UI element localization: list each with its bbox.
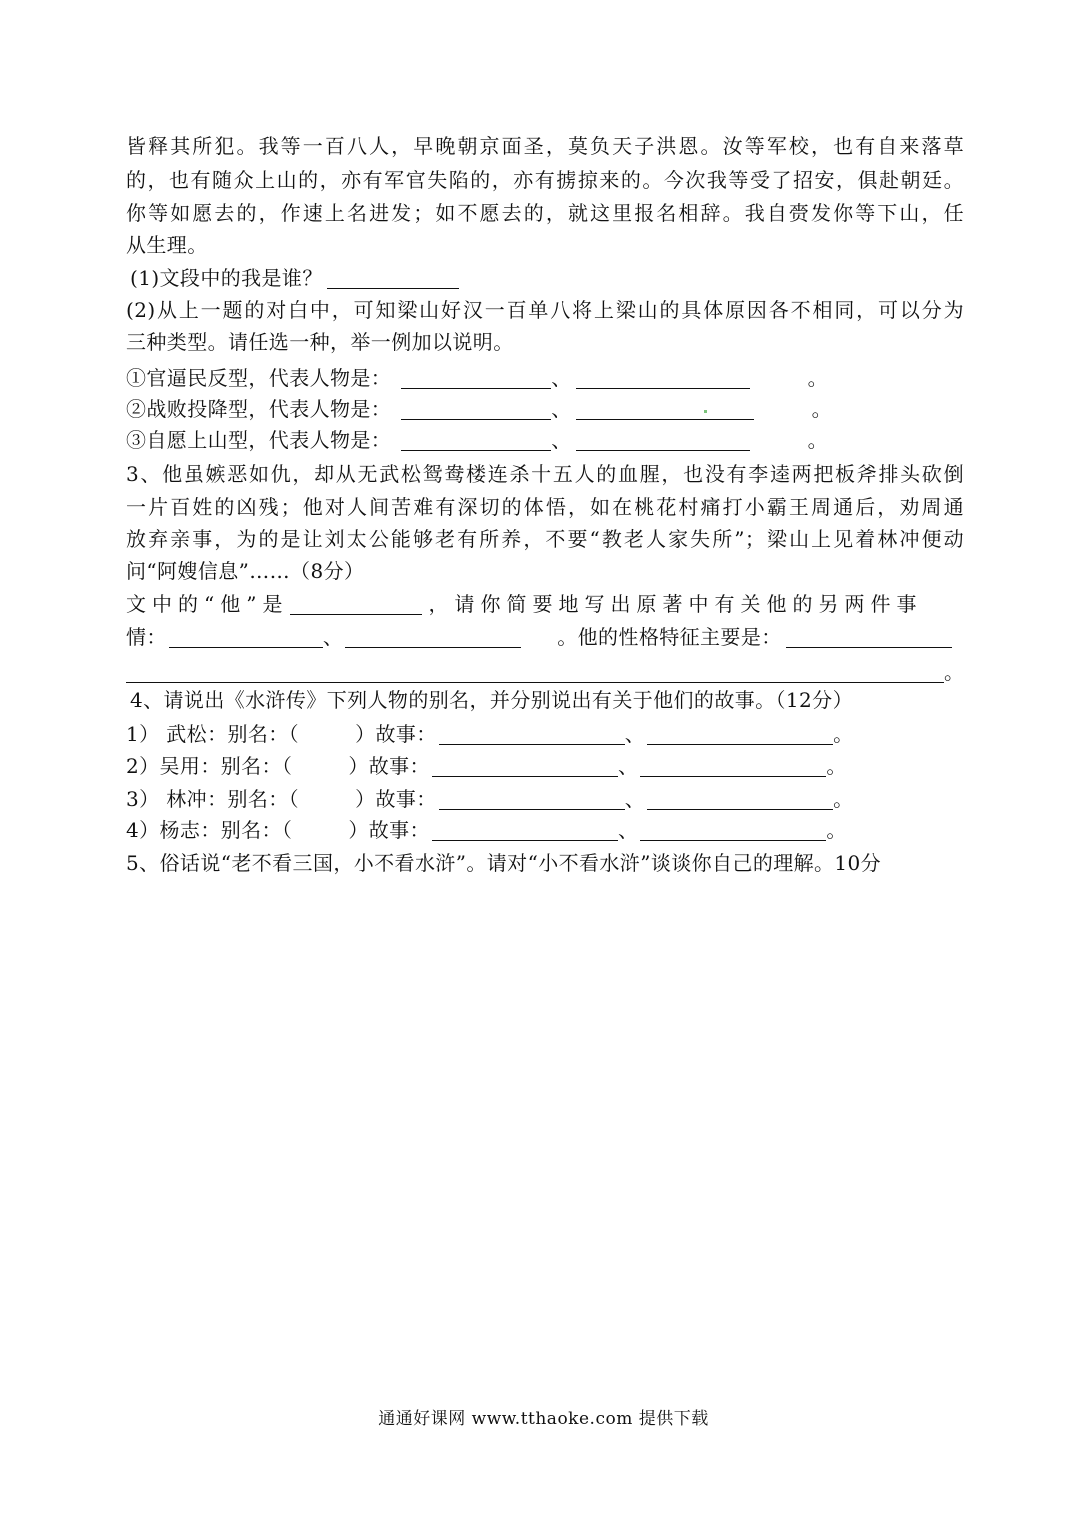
type-label: ③自愿上山型，代表人物是： bbox=[126, 428, 392, 452]
question-2-1 bbox=[130, 262, 459, 294]
question-3-line-2: 一片百姓的凶残；他对人间苦难有深切的体悟，如在桃花村痛打小霸王周通后，劝周通 bbox=[126, 495, 964, 519]
story-label: ）故事： bbox=[348, 754, 430, 778]
type-row-2 bbox=[126, 393, 832, 425]
ask-text: ，请你简要地写出原著中有关他的另两件事 bbox=[428, 592, 923, 616]
alias-label: 别名：（ bbox=[227, 722, 300, 746]
passage-line-1: 皆释其所犯。我等一百八人，早晚朝京面圣，莫负天子洪恩。汝等军校，也有自来落草 bbox=[126, 134, 964, 158]
answer-blank[interactable] bbox=[576, 364, 750, 389]
answer-blank[interactable] bbox=[576, 395, 754, 420]
type-label: ①官逼民反型，代表人物是： bbox=[126, 366, 392, 390]
question-4-title: 4、请说出《水浒传》下列人物的别名，并分别说出有关于他们的故事。（12分） bbox=[130, 688, 853, 712]
question-3-line-3: 放弃亲事，为的是让刘太公能够老有所养，不要“教老人家失所”；梁山上见着林冲便动 bbox=[126, 527, 964, 551]
passage-line-2: 的，也有随众上山的，亦有军官失陷的，亦有掳掠来的。今次我等受了招安，俱赴朝廷。 bbox=[126, 168, 964, 192]
answer-blank[interactable] bbox=[401, 364, 551, 389]
passage-line-3: 你等如愿去的，作速上名进发；如不愿去的，就这里报名相辞。我自赍发你等下山，任 bbox=[126, 201, 964, 225]
alias-label: 别名：（ bbox=[220, 818, 293, 842]
separator: 、 bbox=[551, 428, 572, 452]
story-label: ）故事： bbox=[348, 818, 430, 842]
question-4-item-1 bbox=[126, 718, 854, 750]
separator: 、 bbox=[551, 366, 572, 390]
answer-blank[interactable] bbox=[647, 720, 833, 745]
separator: 、 bbox=[624, 787, 646, 811]
period: 。 bbox=[944, 660, 965, 684]
separator: 、 bbox=[322, 625, 344, 649]
separator: 、 bbox=[624, 722, 646, 746]
answer-blank[interactable] bbox=[401, 395, 551, 420]
item-number: 2）吴用： bbox=[126, 754, 221, 778]
answer-blank[interactable] bbox=[576, 426, 750, 451]
separator: 、 bbox=[617, 818, 639, 842]
answer-blank-event-2[interactable] bbox=[345, 623, 521, 648]
answer-blank[interactable] bbox=[647, 785, 833, 810]
ask-text: 。他的性格特征主要是： bbox=[557, 625, 782, 649]
period: 。 bbox=[826, 818, 847, 842]
footer-source: 通通好课网 www.tthaoke.com 提供下载 bbox=[378, 1409, 709, 1429]
question-4-item-3 bbox=[126, 783, 854, 815]
answer-blank[interactable] bbox=[439, 785, 625, 810]
answer-blank[interactable] bbox=[640, 816, 826, 841]
question-2-1-text: (1)文段中的我是谁？ bbox=[130, 266, 323, 290]
type-row-3 bbox=[126, 424, 828, 456]
period: 。 bbox=[807, 366, 829, 390]
alias-label: 别名：（ bbox=[227, 787, 300, 811]
answer-blank-him[interactable] bbox=[290, 590, 422, 615]
answer-blank[interactable] bbox=[439, 720, 625, 745]
item-number: 4）杨志： bbox=[126, 818, 221, 842]
question-5: 5、俗话说“老不看三国，小不看水浒”。请对“小不看水浒”谈谈你自己的理解。10分 bbox=[126, 851, 882, 875]
period: 。 bbox=[826, 754, 847, 778]
answer-blank[interactable] bbox=[432, 816, 618, 841]
item-number: 1） 武松： bbox=[126, 722, 228, 746]
answer-blank-character[interactable] bbox=[786, 623, 952, 648]
item-number: 3） 林冲： bbox=[126, 787, 228, 811]
answer-blank[interactable] bbox=[401, 426, 551, 451]
answer-blank[interactable] bbox=[640, 752, 826, 777]
story-label: ）故事： bbox=[355, 722, 437, 746]
question-4-item-4 bbox=[126, 814, 847, 846]
answer-blank-who[interactable] bbox=[327, 264, 459, 289]
period: 。 bbox=[833, 722, 854, 746]
type-label: ②战败投降型，代表人物是： bbox=[126, 397, 392, 421]
separator: 、 bbox=[551, 397, 572, 421]
period: 。 bbox=[833, 787, 854, 811]
question-3-line-4: 问“阿嫂信息”……（8分） bbox=[126, 559, 365, 583]
alias-label: 别名：（ bbox=[220, 754, 293, 778]
question-2-2-line-2: 三种类型。请任选一种，举一例加以说明。 bbox=[126, 330, 514, 354]
period: 。 bbox=[807, 428, 829, 452]
question-4-item-2 bbox=[126, 750, 847, 782]
question-3-ask-line-1 bbox=[126, 588, 922, 620]
period: 。 bbox=[811, 397, 833, 421]
ask-text: 情： bbox=[126, 625, 167, 649]
answer-blank-event-1[interactable] bbox=[169, 623, 323, 648]
ask-text: 文中的“他”是 bbox=[126, 592, 289, 616]
separator: 、 bbox=[617, 754, 639, 778]
question-3-ask-line-2 bbox=[126, 621, 952, 653]
question-2-2-line-1: (2)从上一题的对白中，可知梁山好汉一百单八将上梁山的具体原因各不相同，可以分为 bbox=[126, 298, 964, 322]
ink-speck bbox=[704, 410, 707, 413]
story-label: ）故事： bbox=[355, 787, 437, 811]
question-3-line-1: 3、他虽嫉恶如仇，却从无武松鸳鸯楼连杀十五人的血腥，也没有李逵两把板斧排头砍倒 bbox=[126, 462, 964, 486]
passage-line-4: 从生理。 bbox=[126, 233, 208, 257]
type-row-1 bbox=[126, 362, 828, 394]
answer-blank[interactable] bbox=[432, 752, 618, 777]
answer-blank-character-cont[interactable] bbox=[126, 658, 944, 683]
